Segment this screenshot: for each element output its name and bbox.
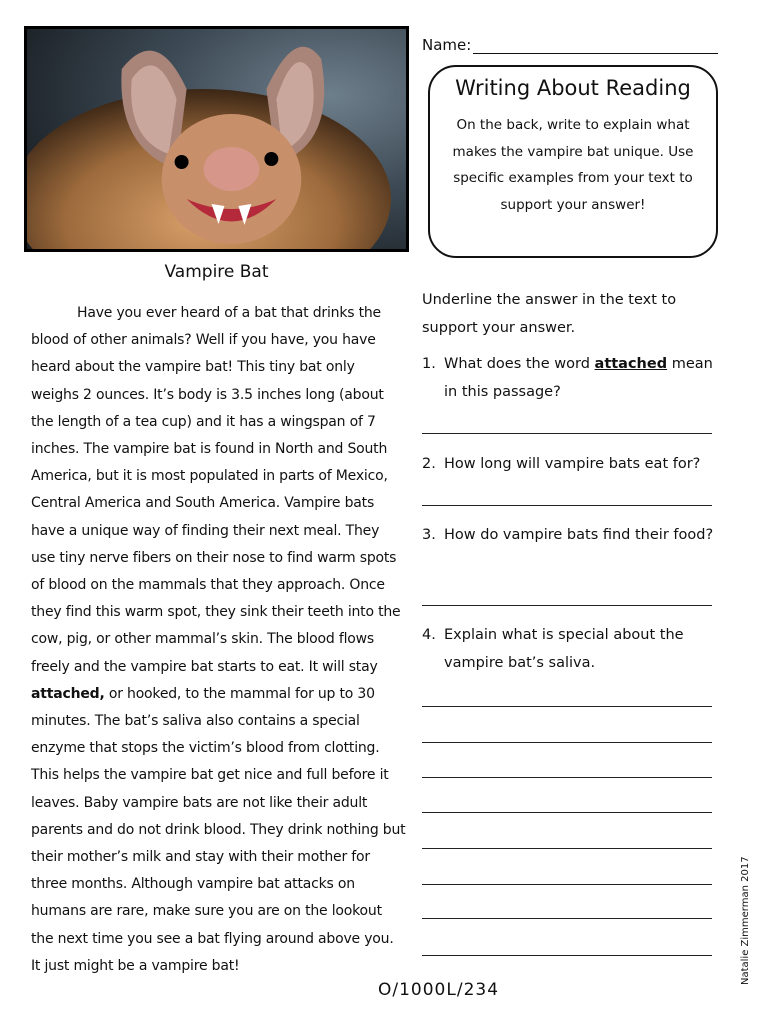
question-text: Explain what is special about the vampire bat’s saliva. (444, 627, 684, 671)
question-number: 4. (422, 627, 436, 643)
answer-line[interactable] (422, 433, 712, 434)
answer-line[interactable] (422, 706, 712, 707)
story-passage (31, 300, 406, 980)
question-vocab-word: attached (594, 356, 668, 372)
answer-line[interactable] (422, 848, 712, 849)
reading-level-code: O/1000L/234 (378, 980, 500, 1000)
story-vocab-word: attached, (31, 685, 105, 702)
author-credit: Natalie Zimmerman 2017 (740, 856, 751, 985)
question-3 (422, 521, 722, 549)
answer-line[interactable] (422, 742, 712, 743)
name-line[interactable] (473, 37, 718, 54)
answer-line[interactable] (422, 777, 712, 778)
writing-box-title: Writing About Reading (455, 76, 691, 100)
question-number: 2. (422, 456, 436, 472)
vampire-bat-icon (27, 29, 406, 249)
story-text-part-1: Have you ever heard of a bat that drinks the blood of other animals? Well if you have, you have heard about the vampire bat! This tiny bat only weighs 2 ounces. It’s body is 3.5 inches long (about the length of a tea cup) and it has a wingspan of 7 inches. The vampire bat is found in North and South America, but it is most populated in parts of Mexico, Central America and South America. Vampire bats have a unique way of finding their next meal. They use tiny nerve fibers on their nose to find warm spots of blood on the mammals that they approach. Once they find this warm spot, they sink their teeth into the cow, pig, or other mammal’s skin. The blood flows freely and the vampire bat starts to eat. It will stay (31, 305, 401, 675)
vampire-bat-photo (24, 26, 409, 252)
writing-box-text: On the back, write to explain what makes the vampire bat unique. Use specific examples from your text to support your answer! (452, 117, 694, 213)
question-number: 1. (422, 356, 436, 372)
question-1 (422, 350, 722, 406)
question-text: How long will vampire bats eat for? (444, 456, 701, 472)
name-field[interactable] (422, 36, 718, 54)
question-text-pre: What does the word (444, 356, 595, 372)
question-text-post: mean in this passage? (444, 356, 713, 400)
question-number: 3. (422, 527, 436, 543)
story-text-part-2: or hooked, to the mammal for up to 30 minutes. The bat’s saliva also contains a special enzyme that stops the victim’s blood from clotting. This helps the vampire bat get nice and full before it leaves. Baby vampire bats are not like their adult parents and do not drink blood. They drink nothing but their mother’s milk and stay with their mother for three months. Although vampire bat attacks on humans are rare, make sure you are on the lookout the next time you see a bat flying around above you. It just might be a vampire bat! (31, 685, 406, 974)
question-2 (422, 450, 722, 478)
answer-line[interactable] (422, 605, 712, 606)
question-text: How do vampire bats find their food? (444, 527, 714, 543)
instructions: Underline the answer in the text to support your answer. (422, 292, 677, 336)
answer-line[interactable] (422, 505, 712, 506)
writing-about-reading-box (428, 65, 718, 258)
story-title: Vampire Bat (164, 262, 269, 282)
answer-line[interactable] (422, 918, 712, 919)
name-label: Name: (422, 36, 472, 54)
answer-line[interactable] (422, 812, 712, 813)
question-4 (422, 621, 722, 677)
answer-line[interactable] (422, 955, 712, 956)
answer-line[interactable] (422, 884, 712, 885)
